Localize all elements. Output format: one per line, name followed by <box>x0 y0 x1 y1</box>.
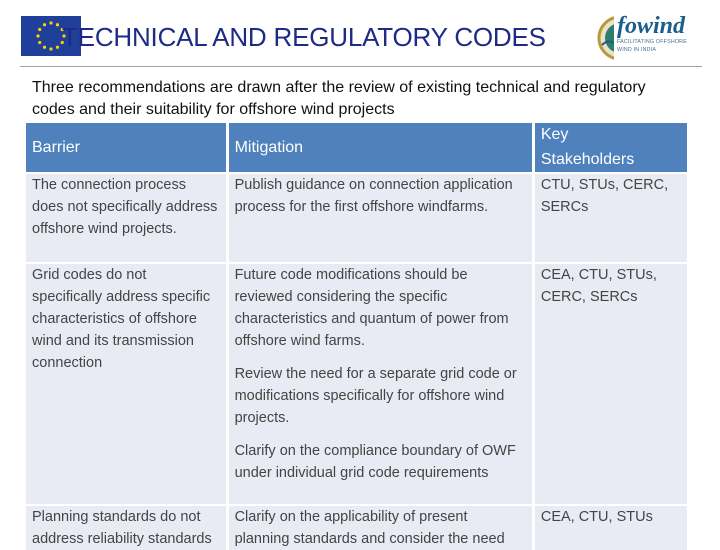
eu-star-icon <box>38 41 41 44</box>
header-key-stakeholders-label: Key Stakeholders <box>540 125 635 168</box>
table-header-row <box>26 123 687 173</box>
partner-emblem-logo <box>596 15 614 61</box>
eu-star-icon <box>38 28 41 31</box>
mitigation-text-1: Future code modifications should be reviewed considering the specific characteristics and quantum of power from offshore wind farms. <box>234 267 509 349</box>
codes-table <box>26 123 687 550</box>
mitigation-cell <box>227 263 533 505</box>
eu-star-icon <box>49 21 52 24</box>
stakeholders-cell: CEA, CTU, STUs <box>533 505 687 550</box>
eu-star-icon <box>56 46 59 49</box>
fowind-logo <box>617 14 697 66</box>
fowind-logo-word: fowind <box>617 13 686 39</box>
header-barrier: Barrier <box>26 123 227 173</box>
eu-star-icon <box>56 23 59 26</box>
eu-star-icon <box>43 23 46 26</box>
header-mitigation: Mitigation <box>227 123 533 173</box>
mitigation-cell: Clarify on the applicability of present planning standards and consider the need <box>227 505 533 550</box>
header-divider <box>20 66 702 67</box>
page-title: TECHNICAL AND REGULATORY CODES <box>62 22 546 52</box>
mitigation-text-3: Clarify on the compliance boundary of OWF under individual grid code requirements <box>234 443 516 481</box>
fowind-logo-subtitle-2: WIND IN INDIA <box>617 47 657 53</box>
fowind-logo-subtitle-1: FACILITATING OFFSHORE <box>617 39 687 45</box>
table-row <box>26 263 687 505</box>
header-key-stakeholders <box>533 123 687 173</box>
barrier-cell: Grid codes do not specifically address specific characteristics of offshore wind and its transmission connection <box>26 263 227 505</box>
stakeholders-cell: CTU, STUs, CERC, SERCs <box>533 173 687 263</box>
table-row <box>26 505 687 550</box>
mitigation-cell: Publish guidance on connection application process for the first offshore windfarms. <box>227 173 533 263</box>
barrier-cell: The connection process does not specifically address offshore wind projects. <box>26 173 227 263</box>
stakeholders-cell: CEA, CTU, STUs, CERC, SERCs <box>533 263 687 505</box>
mitigation-text-2: Review the need for a separate grid code or modifications specifically for offshore wind projects. <box>234 366 517 426</box>
table-row <box>26 173 687 263</box>
eu-star-icon <box>36 34 39 37</box>
eu-star-icon <box>43 46 46 49</box>
barrier-cell: Planning standards do not address reliability standards <box>26 505 227 550</box>
intro-paragraph: Three recommendations are drawn after the review of existing technical and regulatory codes and their suitability for offshore wind projects <box>32 79 646 118</box>
eu-star-icon <box>49 47 52 50</box>
